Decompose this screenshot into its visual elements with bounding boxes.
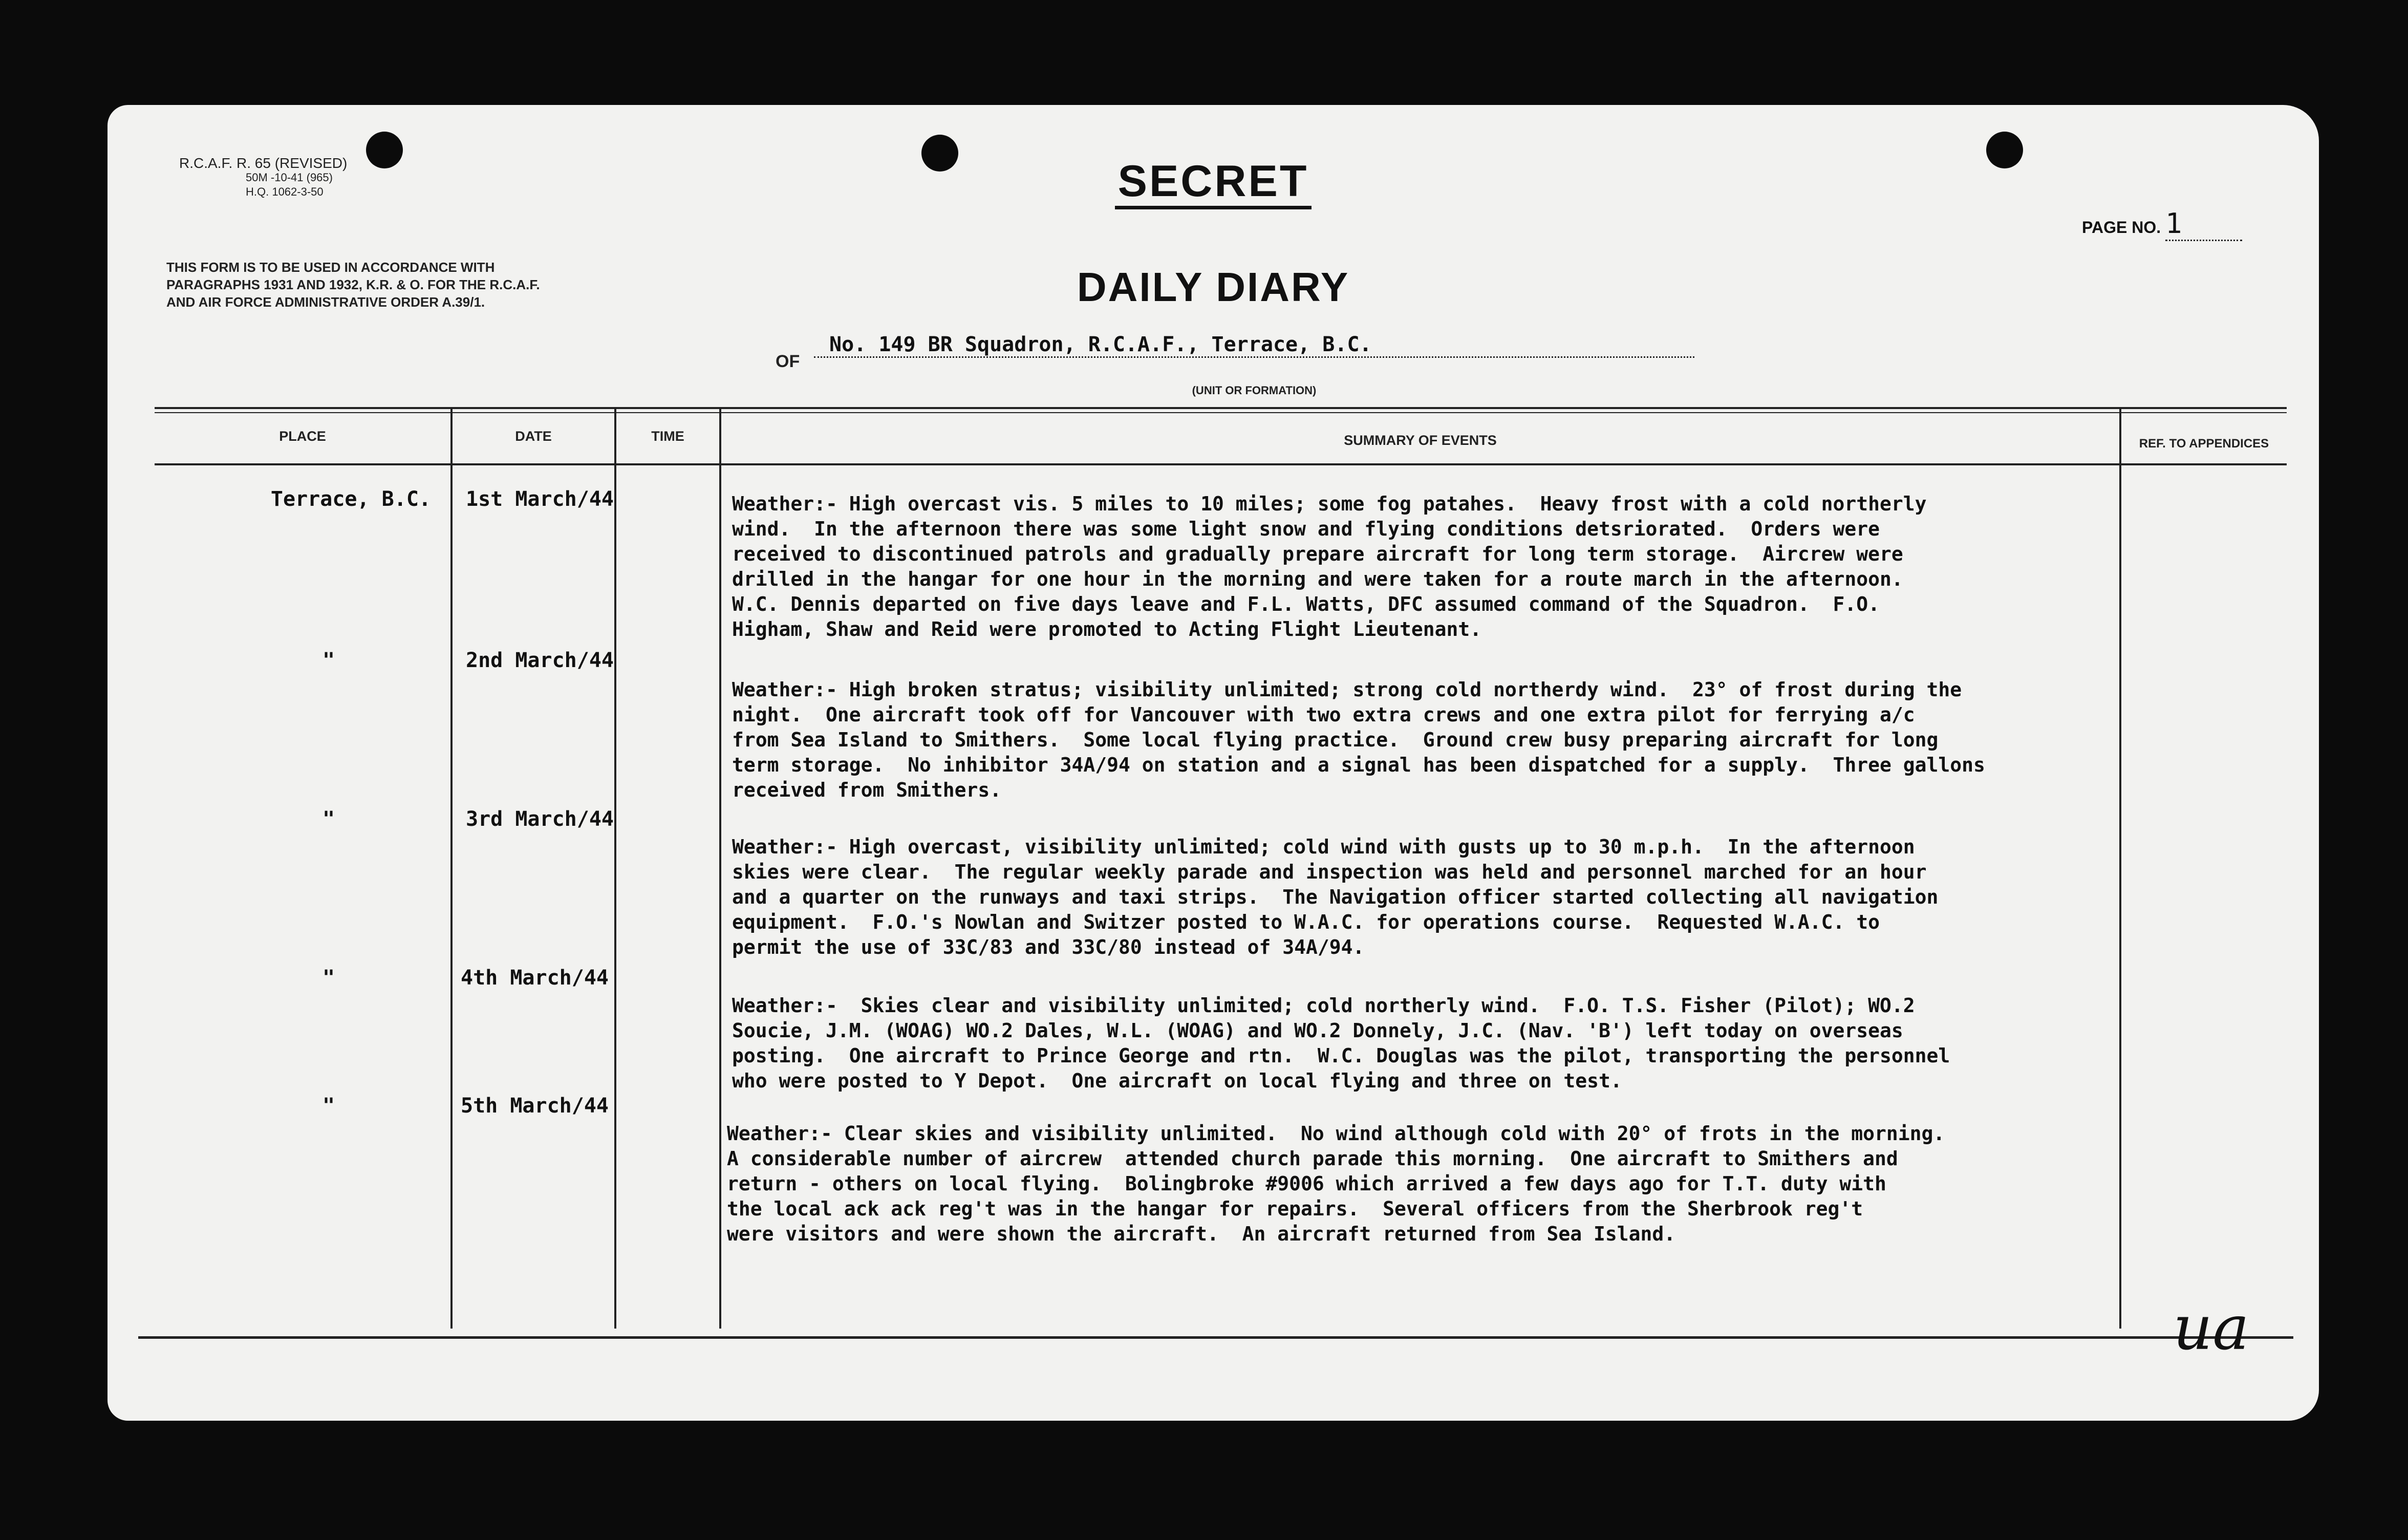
column-divider-time — [719, 407, 721, 1329]
column-divider-place — [450, 407, 453, 1329]
column-header-date: DATE — [515, 429, 552, 444]
initials-signature: ua — [2173, 1293, 2249, 1364]
row-5-date: 5th March/44 — [461, 1094, 609, 1118]
row-2-summary: Weather:- High broken stratus; visibility unlimited; strong cold northerdy wind. 23° of frost during the night. One aircraft took off for Vancouver with two extra crews and one extra pilot for ferrying a/c from Sea Island to Smithers. Some local flying practice. Ground crew busy preparing aircraft for long term storage. No inhibitor 34A/94 on station and a signal has been dispatched for a supply. Three gallons received from Smithers. — [732, 678, 1985, 801]
form-ref-line: H.Q. 1062-3-50 — [246, 185, 324, 198]
form-ref-line: R.C.A.F. R. 65 (REVISED) — [179, 155, 348, 171]
row-4-summary: Weather:- Skies clear and visibility unlimited; cold northerly wind. F.O. T.S. Fisher (Pilot); WO.2 Soucie, J.M. (WOAG) WO.2 Dales, W.L. (WOAG) and WO.2 Donnely, J.C. (Nav. 'B') left today on overseas posting. One aircraft to Prince George and rtn. W.C. Douglas was the pilot, transporting the personnel who were posted to Y Depot. One aircraft on local flying and three on test. — [732, 994, 1950, 1092]
unit-name: No. 149 BR Squadron, R.C.A.F., Terrace, B.C. — [814, 333, 1694, 358]
row-2-date: 2nd March/44 — [466, 649, 614, 672]
row-1-date: 1st March/44 — [466, 487, 614, 511]
column-header-ref: REF. TO APPENDICES — [2139, 437, 2269, 451]
page-title: DAILY DIARY — [1077, 264, 1350, 310]
column-divider-summary — [2119, 407, 2121, 1329]
row-1-place: Terrace, B.C. — [270, 487, 431, 511]
diary-sheet — [107, 105, 2319, 1421]
row-3-summary: Weather:- High overcast, visibility unlimited; cold wind with gusts up to 30 m.p.h. In the afternoon skies were clear. The regular weekly parade and inspection was held and personnel marched for an hour and a quarter on the runways and taxi strips. The Navigation officer started collecting all navigation equipment. F.O.'s Nowlan and Switzer posted to W.A.C. for operations course. Requested W.A.C. to permit the use of 33C/83 and 33C/80 instead of 34A/94. — [732, 836, 1939, 958]
row-1-summary: Weather:- High overcast vis. 5 miles to 10 miles; some fog patahes. Heavy frost with a cold northerly wind. In the afternoon there was some light snow and flying conditions detsriorated. Orders were received to discontinued patrols and gradually prepare aircraft for long term storage. Aircrew were drilled in the hangar for one hour in the morning and were taken for a route march in the afternoon. W.C. Dennis departed on five days leave and F.L. Watts, DFC assumed command of the Squadron. F.O. Higham, Shaw and Reid were promoted to Acting Flight Lieutenant. — [732, 493, 1927, 640]
of-label: OF — [776, 352, 800, 371]
page-number-value: 1 — [2165, 207, 2242, 241]
row-5-summary: Weather:- Clear skies and visibility unlimited. No wind although cold with 20° of frots in the morning. A considerable number of aircrew attended church parade this morning. One aircraft to Smithers and return - others on local flying. Bolingbroke #9006 which arrived a few days ago for T.T. duty with the local ack ack reg't was in the hangar for repairs. Several officers from the Sherbrook reg't were visitors and were shown the aircraft. An aircraft returned from Sea Island. — [727, 1122, 1945, 1245]
classification-heading — [107, 156, 2319, 207]
row-2-place: " — [322, 649, 335, 672]
table-top-rule-inner — [155, 412, 2287, 413]
page-number-field — [2082, 207, 2242, 241]
column-header-summary: SUMMARY OF EVENTS — [1344, 433, 1497, 448]
row-4-place: " — [322, 966, 335, 990]
page-number-label: PAGE NO. — [2082, 218, 2161, 237]
classification-text: SECRET — [1115, 157, 1312, 209]
table-top-rule — [155, 407, 2287, 409]
form-usage-note: THIS FORM IS TO BE USED IN ACCORDANCE WITH PARAGRAPHS 1931 AND 1932, K.R. & O. FOR THE R.C.A.F. AND AIR FORCE ADMINISTRATIVE ORDER A.39/1. — [166, 260, 540, 310]
row-4-date: 4th March/44 — [461, 966, 609, 990]
column-header-time: TIME — [651, 429, 684, 444]
column-divider-date — [614, 407, 616, 1329]
row-3-date: 3rd March/44 — [466, 807, 614, 831]
table-bottom-rule — [138, 1336, 2293, 1339]
column-header-place: PLACE — [279, 429, 326, 444]
row-5-place: " — [322, 1094, 335, 1118]
form-ref-line: 50M -10-41 (965) — [246, 171, 333, 184]
header-bottom-rule — [155, 463, 2287, 465]
unit-caption: (UNIT OR FORMATION) — [1192, 384, 1317, 397]
row-3-place: " — [322, 807, 335, 831]
